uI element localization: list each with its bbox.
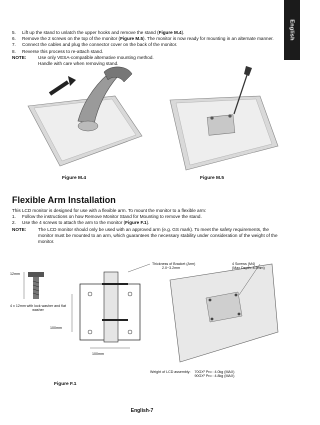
- step-number: 8.: [12, 48, 16, 54]
- page-footer: English-7: [130, 408, 154, 414]
- step-number: 7.: [12, 42, 16, 48]
- step-text: Connect the cables and plug the connector cover on the back of the monitor.: [22, 42, 178, 48]
- screw-spec-label: 4 x 12mm with lock washer and flat washer: [10, 304, 66, 313]
- figure-m5-illustration: [150, 66, 280, 176]
- weight-label: Weight of LCD assembly: 70GX² Pro : 4.0kg (MAX) 90GX² Pro : 4.8kg (MAX): [150, 370, 235, 379]
- note-line: Handle with care when removing stand.: [38, 61, 119, 67]
- language-tab: [284, 0, 300, 60]
- figure-m5-caption: Figure M.5: [200, 176, 224, 181]
- step-text: Use the 4 screws to attach the arm to the monitor (Figure F.1).: [22, 220, 150, 226]
- stand-removal-steps: [12, 30, 282, 67]
- dim-100mm-horizontal-label: 100mm: [92, 352, 104, 356]
- step-text: Lift up the stand to unlatch the upper hooks and remove the stand (Figure M.4).: [22, 30, 185, 35]
- step-text: Follow the instructions on how Remove Monitor Stand for Mounting to remove the stand.: [22, 214, 202, 220]
- step-text: Reverse this process to re-attach stand.: [22, 48, 104, 54]
- intro-text: This LCD monitor is designed for use with a flexible arm. To mount the monitor to a flexible arm:: [12, 208, 207, 213]
- arm-instructions: [12, 208, 282, 245]
- bracket-thickness-label: Thickness of Bracket (Arm) 2.0~3.2mm: [152, 262, 196, 271]
- dim-100mm-vertical-label: 100mm: [50, 326, 62, 330]
- note-label: NOTE:: [12, 54, 27, 60]
- step-text: Remove the 2 screws on the top of the monitor (Figure M.5). The monitor is now ready for mounting in an alternate manner.: [22, 36, 274, 42]
- note-text: The LCD monitor should only be used with an approved arm (e.g. GS mark). To meet the safety requirements, the monitor must be mounted to an arm, which guarantees the necessary stability under consideration of the weight of the monitor.: [38, 226, 278, 245]
- note-label: NOTE:: [12, 226, 27, 232]
- section-title: Flexible Arm Installation: [12, 195, 116, 205]
- dim-12mm-label: 12mm: [10, 272, 20, 276]
- figure-m4-illustration: [20, 66, 150, 176]
- screw-icon: [28, 272, 44, 299]
- figure-m4-caption: Figure M.4: [62, 176, 86, 181]
- figure-f1-caption: Figure F.1: [54, 382, 77, 387]
- figure-f1-diagram: [10, 262, 285, 370]
- step-number: 5.: [12, 30, 16, 35]
- step-number: 2.: [12, 220, 16, 226]
- step-number: 1.: [12, 214, 16, 220]
- language-tab-label: English: [289, 19, 296, 41]
- screws-m4-label: 4 Screws (M4) (Max Depth: 8.5mm): [232, 262, 265, 271]
- step-number: 6.: [12, 36, 16, 42]
- note-line: Use only VESA-compatible alternative mounting method.: [38, 54, 154, 60]
- note-block: [12, 227, 282, 246]
